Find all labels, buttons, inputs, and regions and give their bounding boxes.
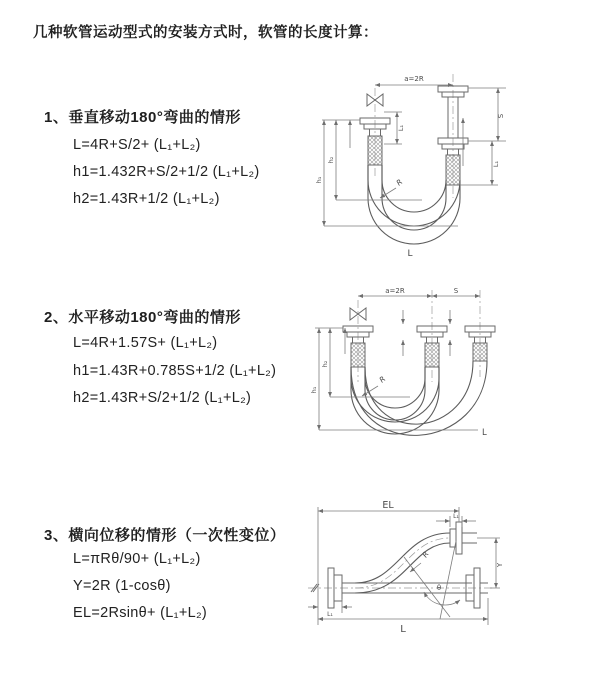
diagram-horizontal-180-bend <box>310 282 600 467</box>
dim-label-r: R <box>420 549 431 560</box>
dim-label-r: R <box>377 374 388 385</box>
moving-end-fitting <box>438 86 468 185</box>
section-1-formula-h2: h2=1.43R+1/2 (L₁+L₂) <box>73 191 220 207</box>
section-3-heading: 3、横向位移的情形（一次性变位） <box>44 527 286 544</box>
moving-end-fitting-pos2 <box>465 326 495 361</box>
dim-label-h2: h₂ <box>321 360 329 368</box>
dim-label-l1-left: L₁ <box>327 611 333 618</box>
dim-label-l1: L₁ <box>397 124 405 132</box>
moving-end-fitting-pos1 <box>417 326 447 367</box>
hose-loop <box>351 361 487 435</box>
angle-construction <box>404 541 460 619</box>
dim-label-l: L <box>407 249 413 259</box>
braided-hose-section <box>368 136 382 165</box>
fixed-end-fitting <box>343 326 373 367</box>
section-1-formula-h1: h1=1.432R+S/2+1/2 (L₁+L₂) <box>73 164 260 180</box>
dim-label-h1: h₁ <box>315 176 323 184</box>
dim-label-theta: θ <box>436 584 442 592</box>
section-1-formula-l: L=4R+S/2+ (L₁+L₂) <box>73 137 201 153</box>
section-2-formula-h2: h2=1.43R+S/2+1/2 (L₁+L₂) <box>73 390 252 406</box>
section-2-formula-h1: h1=1.43R+0.785S+1/2 (L₁+L₂) <box>73 363 277 379</box>
dim-label-h1: h₁ <box>310 386 318 394</box>
section-2-formula-l: L=4R+1.57S+ (L₁+L₂) <box>73 335 218 351</box>
dim-label-h2: h₂ <box>327 156 335 164</box>
dim-label-a2r: a=2R <box>404 75 424 83</box>
section-1-heading: 1、垂直移动180°弯曲的情形 <box>44 109 241 126</box>
dim-label-l1-right: L₁ <box>492 160 500 168</box>
section-3-formula-y: Y=2R (1-cosθ) <box>73 578 171 594</box>
dim-label-y: Y <box>496 562 504 568</box>
dim-label-s: S <box>497 113 505 119</box>
dim-label-l: L <box>482 428 487 438</box>
section-3-formula-el: EL=2Rsinθ+ (L₁+L₂) <box>73 605 208 621</box>
braided-hose-section <box>351 343 365 367</box>
dim-label-a2r: a=2R <box>385 287 405 295</box>
dim-label-el: EL <box>382 500 394 511</box>
section-3-formula-l: L=πRθ/90+ (L₁+L₂) <box>73 551 201 567</box>
section-2-heading: 2、水平移动180°弯曲的情形 <box>44 309 241 326</box>
braided-hose-section <box>473 343 487 361</box>
dim-label-r: R <box>394 177 405 188</box>
dim-label-s: S <box>453 287 459 295</box>
page-title: 几种软管运动型式的安装方式时，软管的长度计算： <box>33 25 378 41</box>
diagram-lateral-displacement <box>300 495 600 655</box>
diagram-vertical-180-bend <box>310 68 600 263</box>
braided-hose-section <box>446 155 460 185</box>
dim-label-l: L <box>400 624 406 635</box>
dim-label-l1-top: L₁ <box>453 513 459 520</box>
hose-s-curve <box>355 533 450 593</box>
braided-hose-section <box>425 343 439 367</box>
